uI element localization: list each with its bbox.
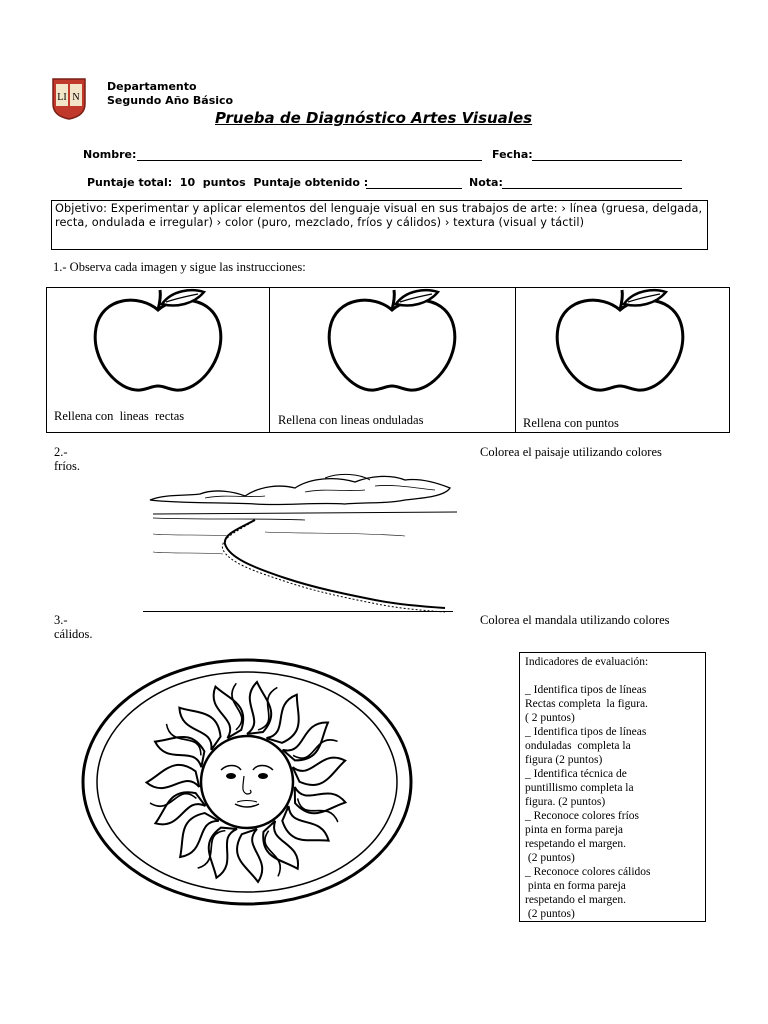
grade-mark-field[interactable] bbox=[502, 188, 682, 189]
date-field[interactable] bbox=[532, 160, 682, 161]
indicator-line: _ Reconoce colores cálidos bbox=[525, 866, 651, 878]
indicators-title: Indicadores de evaluación: bbox=[525, 656, 649, 668]
indicator-line: figura. (2 puntos) bbox=[525, 796, 606, 808]
indicator-line: puntillismo completa la bbox=[525, 782, 634, 794]
q2-instruction-cont: fríos. bbox=[54, 459, 81, 473]
q1-prompt: 1.- Observa cada imagen y sigue las instrucciones: bbox=[53, 260, 306, 274]
logo-letters-right: N bbox=[72, 92, 80, 103]
apple-image-2 bbox=[322, 288, 462, 396]
indicator-line: (2 puntos) bbox=[525, 908, 575, 920]
indicator-line: ( 2 puntos) bbox=[525, 712, 575, 724]
q3-instruction: Colorea el mandala utilizando colores bbox=[480, 613, 670, 627]
indicators-box bbox=[519, 652, 706, 922]
department-label: Departamento bbox=[107, 80, 197, 93]
apple-image-1 bbox=[88, 288, 228, 396]
name-field[interactable] bbox=[137, 160, 482, 161]
objective-box bbox=[51, 200, 708, 250]
indicator-line: figura (2 puntos) bbox=[525, 754, 603, 766]
shield-icon bbox=[50, 76, 88, 120]
indicator-line: respetando el margen. bbox=[525, 894, 627, 906]
date-label: Fecha: bbox=[492, 148, 533, 161]
q3-number: 3.- bbox=[54, 613, 68, 627]
q1-caption-2: Rellena con lineas onduladas bbox=[278, 413, 424, 427]
page-title: Prueba de Diagnóstico Artes Visuales bbox=[215, 109, 533, 127]
q3-instruction-cont: cálidos. bbox=[54, 627, 93, 641]
indicator-line: respetando el margen. bbox=[525, 838, 627, 850]
indicator-line: (2 puntos) bbox=[525, 852, 575, 864]
q2-number: 2.- bbox=[54, 445, 68, 459]
score-label: Puntaje total: 10 puntos Puntaje obtenido : bbox=[87, 176, 369, 189]
indicator-line: pinta en forma pareja bbox=[525, 880, 626, 892]
indicator-line: _ Identifica tipos de líneas bbox=[525, 726, 647, 738]
q1-divider-1 bbox=[269, 287, 270, 433]
landscape-baseline bbox=[143, 611, 453, 612]
indicator-line: _ Identifica tipos de líneas bbox=[525, 684, 647, 696]
objective-text: Objetivo: Experimentar y aplicar elementos del lenguaje visual en sus trabajos de arte: › línea (gruesa, delgada, recta, ondulada e irregular) › color (puro, mezclado, fríos y cálidos) › textura (visual y táctil) bbox=[55, 202, 703, 229]
apple-image-3 bbox=[550, 288, 690, 396]
q1-caption-1: Rellena con lineas rectas bbox=[54, 409, 185, 423]
indicator-line: _ Identifica técnica de bbox=[525, 768, 627, 780]
indicator-line: pinta en forma pareja bbox=[525, 824, 624, 836]
q1-divider-2 bbox=[515, 287, 516, 433]
mandala-image bbox=[80, 656, 414, 908]
grade-mark-label: Nota: bbox=[469, 176, 503, 189]
school-logo bbox=[50, 76, 88, 120]
grade-label: Segundo Año Básico bbox=[107, 94, 234, 107]
logo-letters-left: LI bbox=[57, 92, 67, 103]
q1-caption-3: Rellena con puntos bbox=[523, 416, 619, 430]
indicator-line: onduladas completa la bbox=[525, 740, 631, 752]
indicator-line: _ Reconoce colores fríos bbox=[525, 810, 640, 822]
landscape-image bbox=[145, 472, 465, 612]
q2-instruction: Colorea el paisaje utilizando colores bbox=[480, 445, 662, 459]
score-obtained-field[interactable] bbox=[366, 188, 462, 189]
indicator-line: Rectas completa la figura. bbox=[525, 698, 648, 710]
name-label: Nombre: bbox=[83, 148, 137, 161]
